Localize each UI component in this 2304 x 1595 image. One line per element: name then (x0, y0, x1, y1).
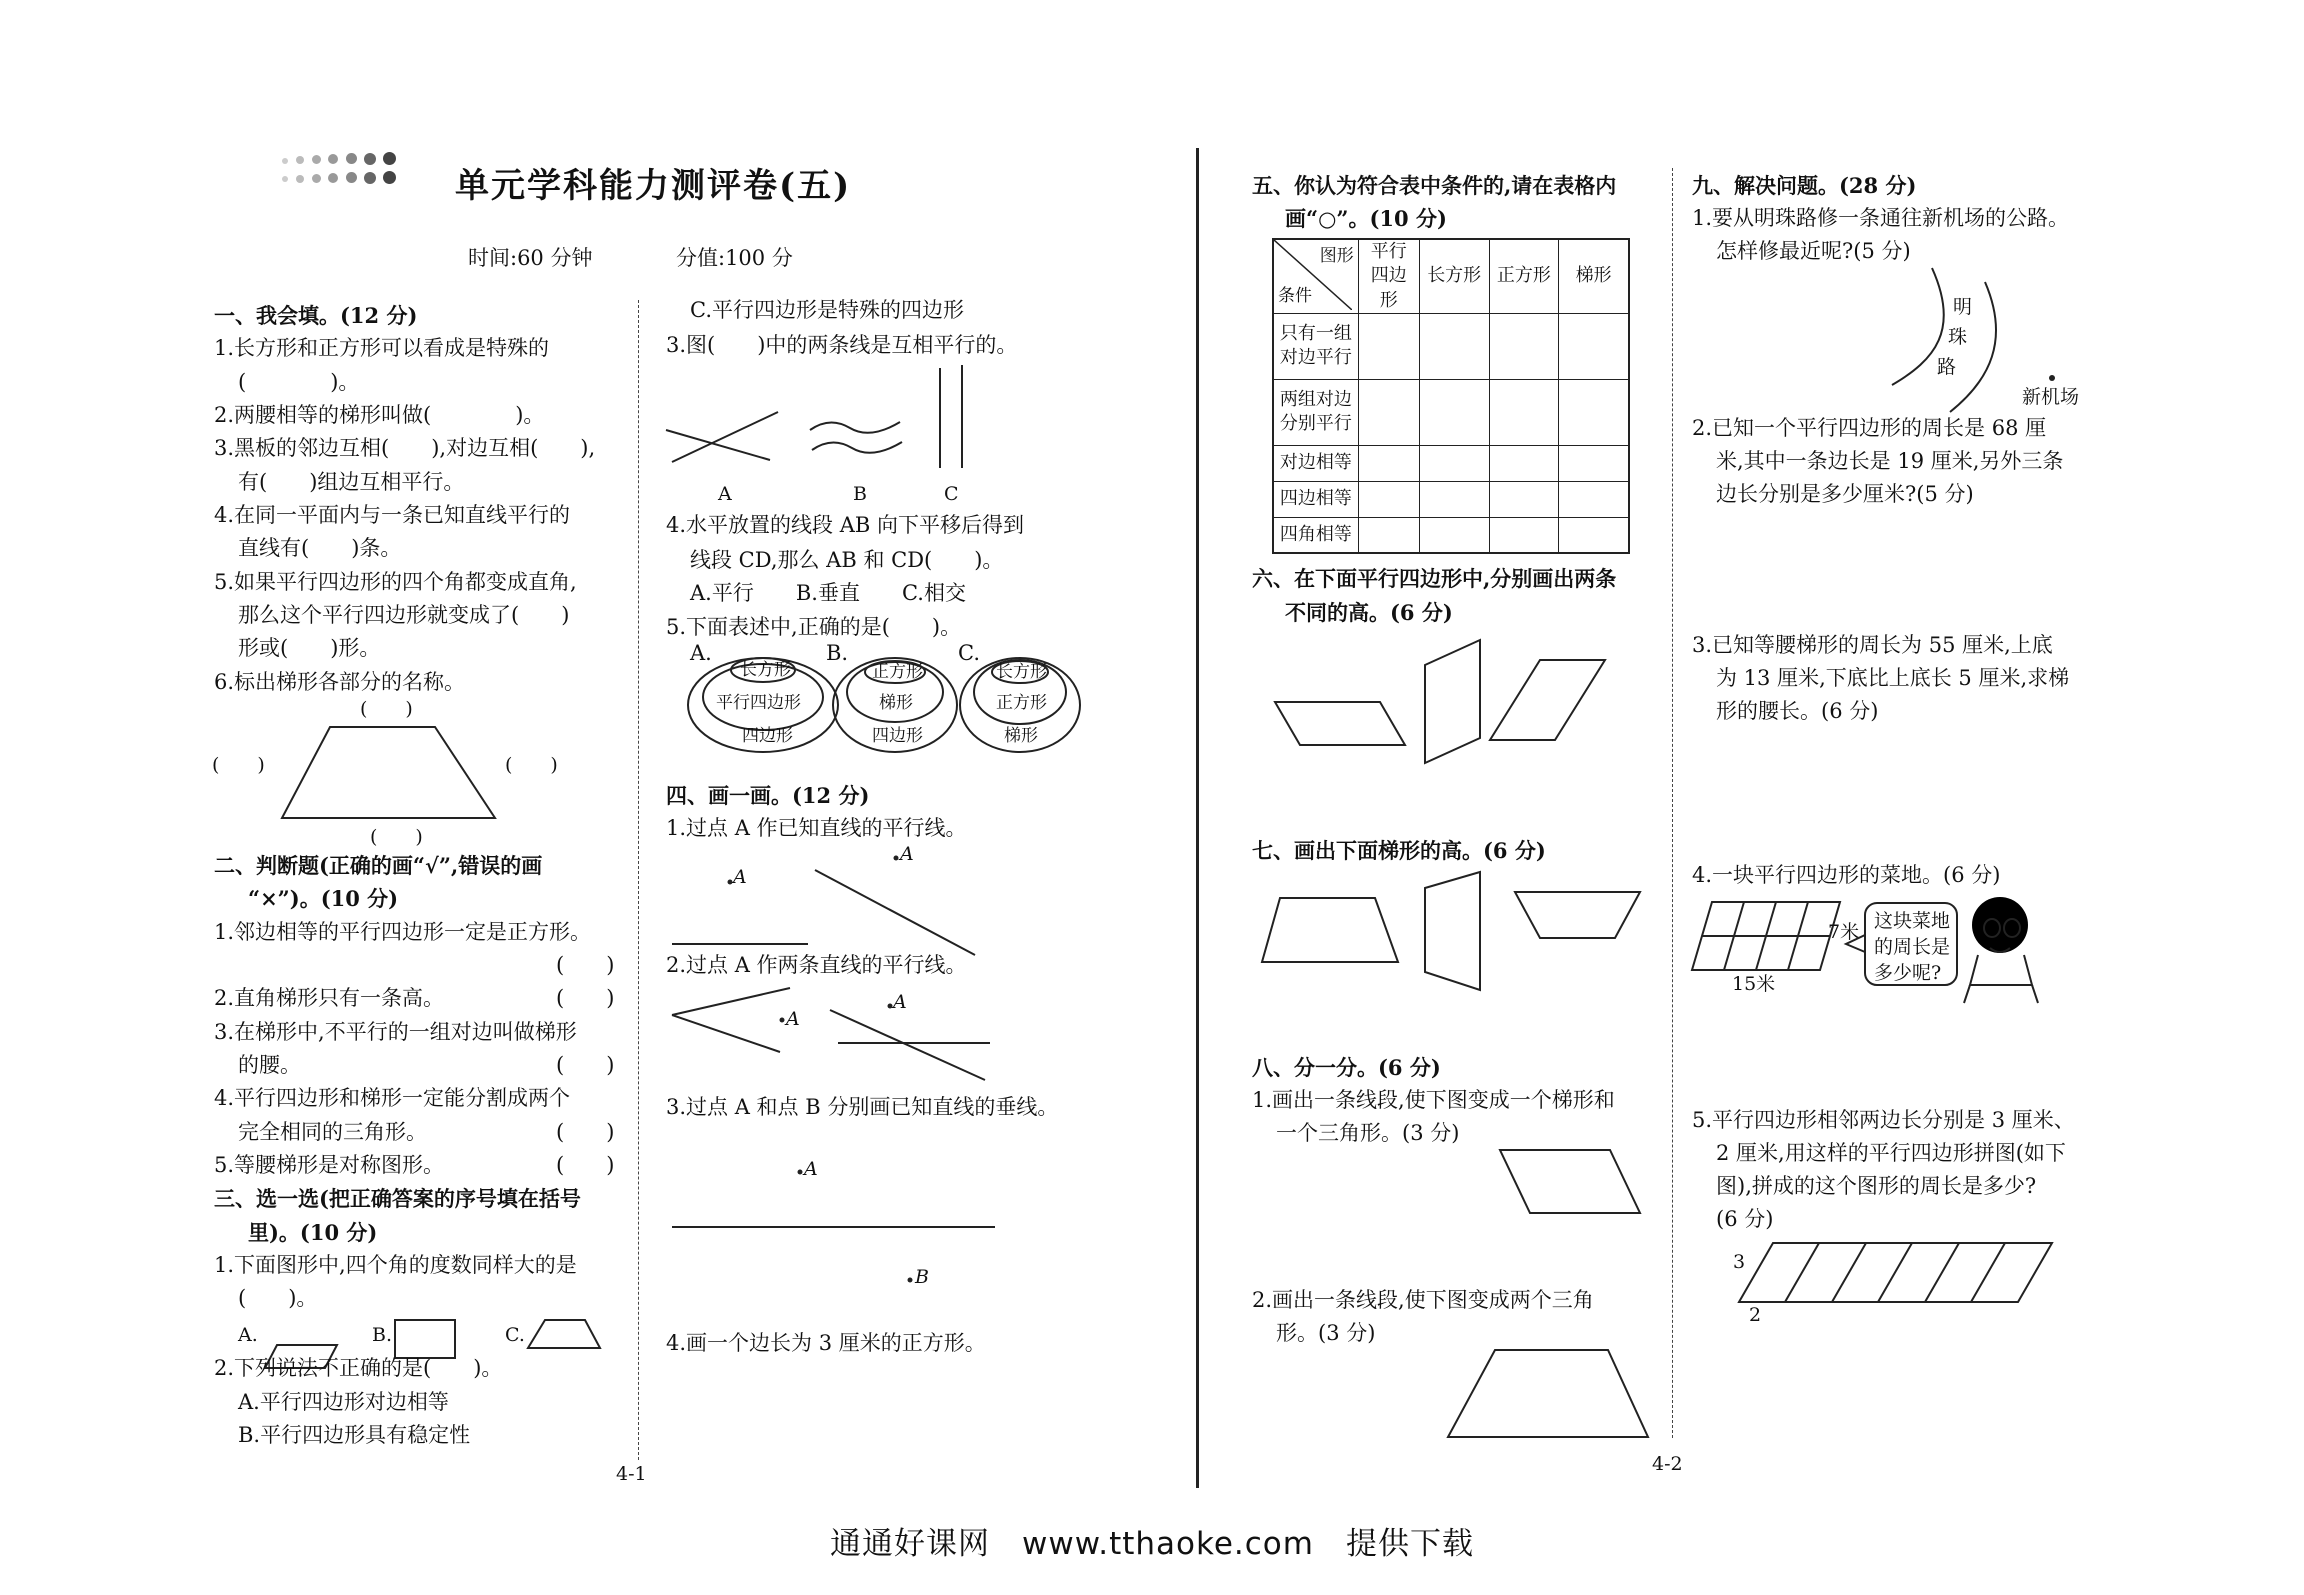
s8-q1: 1.画出一条线段,使下图变成一个梯形和 (1252, 1088, 1615, 1112)
s1-line: 那么这个平行四边形就变成了( ) (238, 603, 570, 627)
s2-item: 1.邻边相等的平行四边形一定是正方形。 (214, 920, 592, 944)
s3-q5: 5.下面表述中,正确的是( )。 (666, 615, 962, 639)
s4-q2: 2.过点 A 作两条直线的平行线。 (666, 953, 967, 977)
s1-line: 有( )组边互相平行。 (238, 470, 465, 494)
s9-q4: 4.一块平行四边形的菜地。(6 分) (1692, 863, 2001, 887)
s9-q3-line: 3.已知等腰梯形的周长为 55 厘米,上底 (1692, 633, 2053, 657)
row-header: 两组对边分别平行 (1273, 379, 1358, 445)
venn-a-outer: 四边形 (742, 726, 793, 746)
answer-cell[interactable] (1358, 379, 1419, 445)
trapezoid-label-right: ( ) (505, 754, 558, 776)
s4-q1: 1.过点 A 作已知直线的平行线。 (666, 816, 967, 840)
answer-cell[interactable] (1559, 313, 1629, 379)
s3-q5-label-b: B. (826, 641, 849, 665)
s1-line: 5.如果平行四边形的四个角都变成直角, (214, 570, 577, 594)
s4-q1-point-a1: A (733, 866, 747, 888)
airport-label: 新机场 (2022, 386, 2080, 408)
answer-cell[interactable] (1559, 517, 1629, 553)
side-length-2: 2 (1749, 1304, 1762, 1326)
s9-q3-line: 为 13 厘米,下底比上底长 5 厘米,求梯 (1716, 666, 2070, 690)
footer-credit: 通通好课网 www.tthaoke.com 提供下载 (830, 1526, 1474, 1562)
s4-q3-point-b: B (915, 1266, 929, 1288)
trapezoid-label-top: ( ) (360, 698, 413, 720)
s2-item: 完全相同的三角形。 (238, 1120, 427, 1144)
answer-cell[interactable] (1419, 517, 1489, 553)
row-header: 只有一组对边平行 (1273, 313, 1358, 379)
s3-q5-label-a: A. (690, 641, 712, 665)
s1-line: 3.黑板的邻边互相( ),对边互相( ), (214, 436, 596, 460)
s4-q4: 4.画一个边长为 3 厘米的正方形。 (666, 1331, 986, 1355)
s9-q3-line: 形的腰长。(6 分) (1716, 699, 1879, 723)
s3-q3-label-a: A (718, 483, 732, 505)
column-divider (1672, 168, 1673, 1438)
s8-q2: 2.画出一条线段,使下图变成两个三角 (1252, 1288, 1594, 1312)
side-length-3: 3 (1733, 1251, 1746, 1273)
s3-q2-opt-a: A.平行四边形对边相等 (238, 1390, 449, 1414)
s2-item: 2.直角梯形只有一条高。 (214, 986, 445, 1010)
s9-q2-line: 2.已知一个平行四边形的周长是 68 厘 (1692, 416, 2047, 440)
s2-item: 的腰。 (238, 1053, 301, 1077)
page-number-right: 4-2 (1652, 1453, 1683, 1475)
road-char: 珠 (1948, 326, 1968, 348)
field-length-7: 7米 (1828, 921, 1860, 943)
venn-c-middle: 正方形 (996, 693, 1047, 713)
row-header: 对边相等 (1273, 445, 1358, 481)
s1-line: 直线有( )条。 (238, 536, 402, 560)
s2-answer-bracket: ( ) (556, 986, 615, 1010)
s2-item: 4.平行四边形和梯形一定能分割成两个 (214, 1086, 571, 1110)
s9-q2-line: 米,其中一条边长是 19 厘米,另外三条 (1716, 449, 2064, 473)
s3-q4: 4.水平放置的线段 AB 向下平移后得到 (666, 513, 1024, 537)
s4-q3: 3.过点 A 和点 B 分别画已知直线的垂线。 (666, 1095, 1059, 1119)
s9-q5-line: 图),拼成的这个图形的周长是多少? (1716, 1174, 2037, 1198)
section-5-heading: 五、你认为符合表中条件的,请在表格内 (1252, 173, 1617, 198)
s3-q2: 2.下列说法不正确的是( )。 (214, 1356, 503, 1380)
section-6-heading-cont: 不同的高。(6 分) (1285, 600, 1453, 625)
venn-b-outer: 四边形 (872, 726, 923, 746)
answer-cell[interactable] (1489, 313, 1559, 379)
s9-q5-line: 5.平行四边形相邻两边长分别是 3 厘米、 (1692, 1108, 2075, 1132)
corner-top-label: 图形 (1319, 246, 1354, 266)
s2-answer-bracket: ( ) (556, 1053, 615, 1077)
s1-line: 2.两腰相等的梯形叫做( )。 (214, 403, 545, 427)
page-number-left: 4-1 (616, 1463, 647, 1485)
venn-a-middle: 平行四边形 (716, 693, 801, 713)
col-header: 长方形 (1419, 239, 1489, 313)
col-header: 梯形 (1559, 239, 1629, 313)
venn-c-inner: 长方形 (996, 662, 1047, 682)
answer-cell[interactable] (1419, 313, 1489, 379)
answer-cell[interactable] (1559, 445, 1629, 481)
road-char: 路 (1937, 356, 1957, 378)
section-7-heading: 七、画出下面梯形的高。(6 分) (1252, 838, 1546, 863)
s2-item: 5.等腰梯形是对称图形。 (214, 1153, 445, 1177)
s4-q2-point-a2: A (893, 991, 907, 1013)
section-2-heading-cont: “×”)。(10 分) (248, 886, 399, 911)
road-char: 明 (1953, 296, 1973, 318)
parallelogram-strip-figure (0, 0, 10, 10)
s2-answer-bracket: ( ) (556, 1153, 615, 1177)
s3-q4-options: A.平行 B.垂直 C.相交 (690, 581, 966, 605)
s2-answer-bracket: ( ) (556, 1120, 615, 1144)
section-8-heading: 八、分一分。(6 分) (1252, 1055, 1441, 1080)
trapezoid-label-left: ( ) (212, 754, 265, 776)
column-divider (638, 300, 639, 1460)
s8-q2-cont: 形。(3 分) (1276, 1321, 1376, 1345)
section-3-heading-cont: 里)。(10 分) (248, 1220, 378, 1245)
corner-bottom-label: 条件 (1278, 285, 1312, 306)
answer-cell[interactable] (1489, 481, 1559, 517)
section-1-heading: 一、我会填。(12 分) (214, 303, 418, 328)
s1-line: ( )。 (238, 370, 360, 394)
conditions-table (1272, 238, 1630, 554)
section-4-heading: 四、画一画。(12 分) (666, 783, 870, 808)
section-9-heading: 九、解决问题。(28 分) (1692, 173, 1917, 198)
s1-line: 1.长方形和正方形可以看成是特殊的 (214, 336, 550, 360)
s9-q5-line: (6 分) (1716, 1207, 1774, 1231)
s8-q1-cont: 一个三角形。(3 分) (1276, 1121, 1460, 1145)
s3-q3: 3.图( )中的两条线是互相平行的。 (666, 333, 1018, 357)
score-label: 分值:100 分 (676, 246, 793, 270)
page-title: 单元学科能力测评卷(五) (455, 166, 852, 206)
section-2-heading: 二、判断题(正确的画“√”,错误的画 (214, 853, 543, 878)
col-header: 正方形 (1489, 239, 1559, 313)
s4-q3-point-a: A (804, 1158, 818, 1180)
answer-cell[interactable] (1358, 517, 1419, 553)
title-decoration (280, 150, 420, 200)
speech-bubble-line: 多少呢? (1874, 962, 1942, 984)
trapezoid-label-bottom: ( ) (370, 826, 423, 848)
s9-q1-cont: 怎样修最近呢?(5 分) (1716, 239, 1911, 263)
s3-q1-opt-c: C. (505, 1324, 525, 1346)
answer-cell[interactable] (1358, 313, 1419, 379)
venn-a-inner: 长方形 (740, 660, 791, 680)
answer-cell[interactable] (1489, 445, 1559, 481)
section-6-heading: 六、在下面平行四边形中,分别画出两条 (1252, 566, 1617, 591)
answer-cell[interactable] (1419, 379, 1489, 445)
s4-q1-point-a2: A (900, 843, 914, 865)
answer-cell[interactable] (1559, 379, 1629, 445)
s1-line: 6.标出梯形各部分的名称。 (214, 670, 466, 694)
speech-bubble-line: 这块菜地 (1874, 910, 1951, 932)
answer-cell[interactable] (1489, 517, 1559, 553)
s3-q4-cont: 线段 CD,那么 AB 和 CD( )。 (690, 548, 1004, 572)
answer-cell[interactable] (1489, 379, 1559, 445)
s3-q2-opt-c: C.平行四边形是特殊的四边形 (690, 298, 964, 322)
s3-q1-cont: ( )。 (238, 1286, 318, 1310)
s3-q1-opt-b: B. (372, 1324, 393, 1346)
speech-bubble-line: 的周长是 (1874, 936, 1951, 958)
s3-q2-opt-b: B.平行四边形具有稳定性 (238, 1423, 471, 1447)
field-length-15: 15米 (1732, 973, 1776, 995)
row-header: 四边相等 (1273, 481, 1358, 517)
s1-line: 4.在同一平面内与一条已知直线平行的 (214, 503, 571, 527)
s4-q2-point-a1: A (786, 1008, 800, 1030)
answer-cell[interactable] (1358, 481, 1419, 517)
answer-cell[interactable] (1419, 445, 1489, 481)
section-5-heading-cont: 画“○”。(10 分) (1285, 206, 1447, 231)
s9-q2-line: 边长分别是多少厘米?(5 分) (1716, 482, 1974, 506)
section-3-heading: 三、选一选(把正确答案的序号填在括号 (214, 1186, 581, 1211)
s2-item: 3.在梯形中,不平行的一组对边叫做梯形 (214, 1020, 577, 1044)
venn-b-middle: 梯形 (879, 693, 913, 713)
time-label: 时间:60 分钟 (468, 246, 593, 270)
answer-cell[interactable] (1358, 445, 1419, 481)
s3-q3-label-c: C (944, 483, 959, 505)
s3-q1-opt-a: A. (238, 1324, 258, 1346)
s9-q1: 1.要从明珠路修一条通往新机场的公路。 (1692, 206, 2070, 230)
row-header: 四角相等 (1273, 517, 1358, 553)
s1-line: 形或( )形。 (238, 636, 381, 660)
s3-q5-label-c: C. (958, 641, 980, 665)
s3-q1: 1.下面图形中,四个角的度数同样大的是 (214, 1253, 577, 1277)
venn-b-inner: 正方形 (872, 662, 923, 682)
answer-cell[interactable] (1419, 481, 1489, 517)
venn-c-outer: 梯形 (1004, 726, 1038, 746)
s9-q5-line: 2 厘米,用这样的平行四边形拼图(如下 (1716, 1141, 2066, 1165)
answer-cell[interactable] (1559, 481, 1629, 517)
col-header: 平行四边形 (1358, 239, 1419, 313)
page-divider (1196, 148, 1199, 1488)
s3-q3-label-b: B (853, 483, 867, 505)
s2-answer-bracket: ( ) (556, 953, 615, 977)
table-corner-cell (1273, 239, 1358, 313)
